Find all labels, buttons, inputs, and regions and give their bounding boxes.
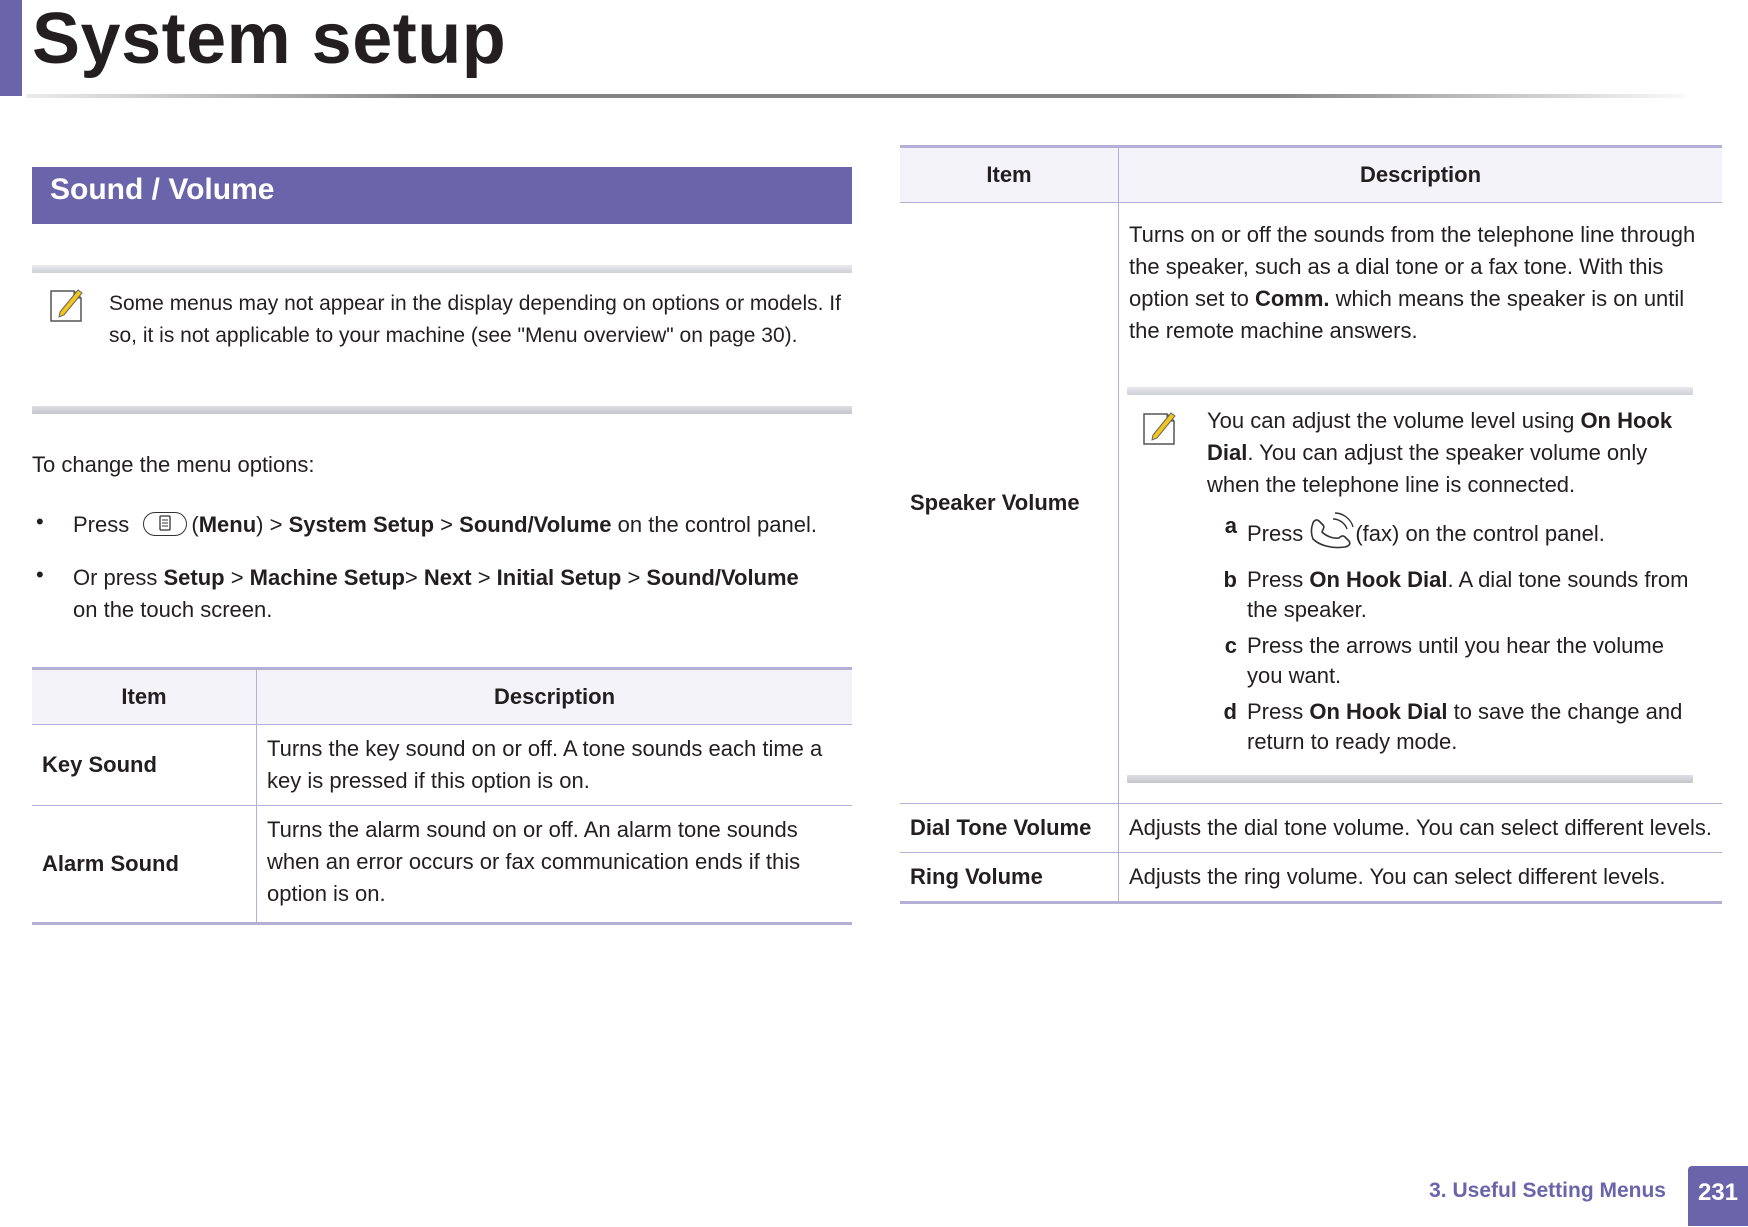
sound-options-table [32,667,852,925]
row-item: Alarm Sound [32,806,257,924]
step-a: a Press (fax) on the control panel. [1207,511,1693,559]
step-d: d Press On Hook Dial to save the change and return to ready mode. [1223,699,1683,754]
volume-options-table [900,145,1722,904]
speaker-description: Turns on or off the sounds from the telephone line through the speaker, such as a dial tone or a fax tone. With this option set to Comm. which means the speaker is on until the remote machine answers. [1129,222,1696,343]
note-pencil-icon [1127,405,1207,763]
table-row [900,804,1722,853]
bullet-dot: • [36,562,44,587]
row-description [1119,203,1723,804]
section-heading [32,167,852,224]
row-item: Speaker Volume [900,203,1119,804]
table-row [900,853,1722,903]
title-accent-bar [0,0,22,96]
page-number: 231 [1688,1166,1748,1226]
note-pencil-icon [48,286,84,324]
table-row [32,725,852,806]
note-text: Some menus may not appear in the display depending on options or models. If so, it is not applicable to your machine (see "Menu overview" on page 30). [109,292,841,347]
note-text: You can adjust the volume level using On Hook Dial. You can adjust the speaker volume only when the telephone line is connected. [1207,408,1673,497]
col-header-description: Description [1119,147,1723,203]
col-header-item: Item [900,147,1119,203]
footer-chapter: 3. Useful Setting Menus [1429,1179,1666,1202]
instruction-control-panel: Press (Menu) > System Setup > Sound/Volume on the control panel. [73,512,817,537]
bullet-dot: • [36,509,44,534]
instruction-touch-screen: Or press Setup > Machine Setup> Next > Initial Setup > Sound/Volume on the touch screen. [73,565,799,622]
row-item: Key Sound [32,725,257,806]
row-description: Adjusts the dial tone volume. You can select different levels. [1119,804,1723,853]
table-row [32,806,852,924]
note-bottom-rule [1127,775,1693,783]
menu-button-icon [143,512,187,536]
note-top-rule [1127,387,1693,395]
row-item: Ring Volume [900,853,1119,903]
row-description: Adjusts the ring volume. You can select different levels. [1129,864,1666,889]
col-header-item: Item [32,669,257,725]
note-bottom-rule [32,406,852,414]
col-header-description: Description [257,669,853,725]
title-divider [26,94,1686,98]
table-row [900,203,1722,804]
note-top-rule [32,265,852,273]
section-title: Sound / Volume [50,173,275,206]
step-c: c Press the arrows until you hear the volume you want. [1224,633,1664,688]
row-description: Turns the alarm sound on or off. An alarm tone sounds when an error occurs or fax communication ends if this option is on. [267,817,801,906]
step-list [1207,511,1693,757]
speaker-note [1127,387,1693,783]
row-description: Turns the key sound on or off. A tone sounds each time a key is pressed if this option is on. [257,725,853,806]
page-title: System setup [32,0,507,79]
step-b: b Press On Hook Dial. A dial tone sounds from the speaker. [1223,567,1689,622]
intro-text: To change the menu options: [32,452,315,477]
row-item: Dial Tone Volume [900,804,1119,853]
fax-handset-icon [1309,511,1355,559]
